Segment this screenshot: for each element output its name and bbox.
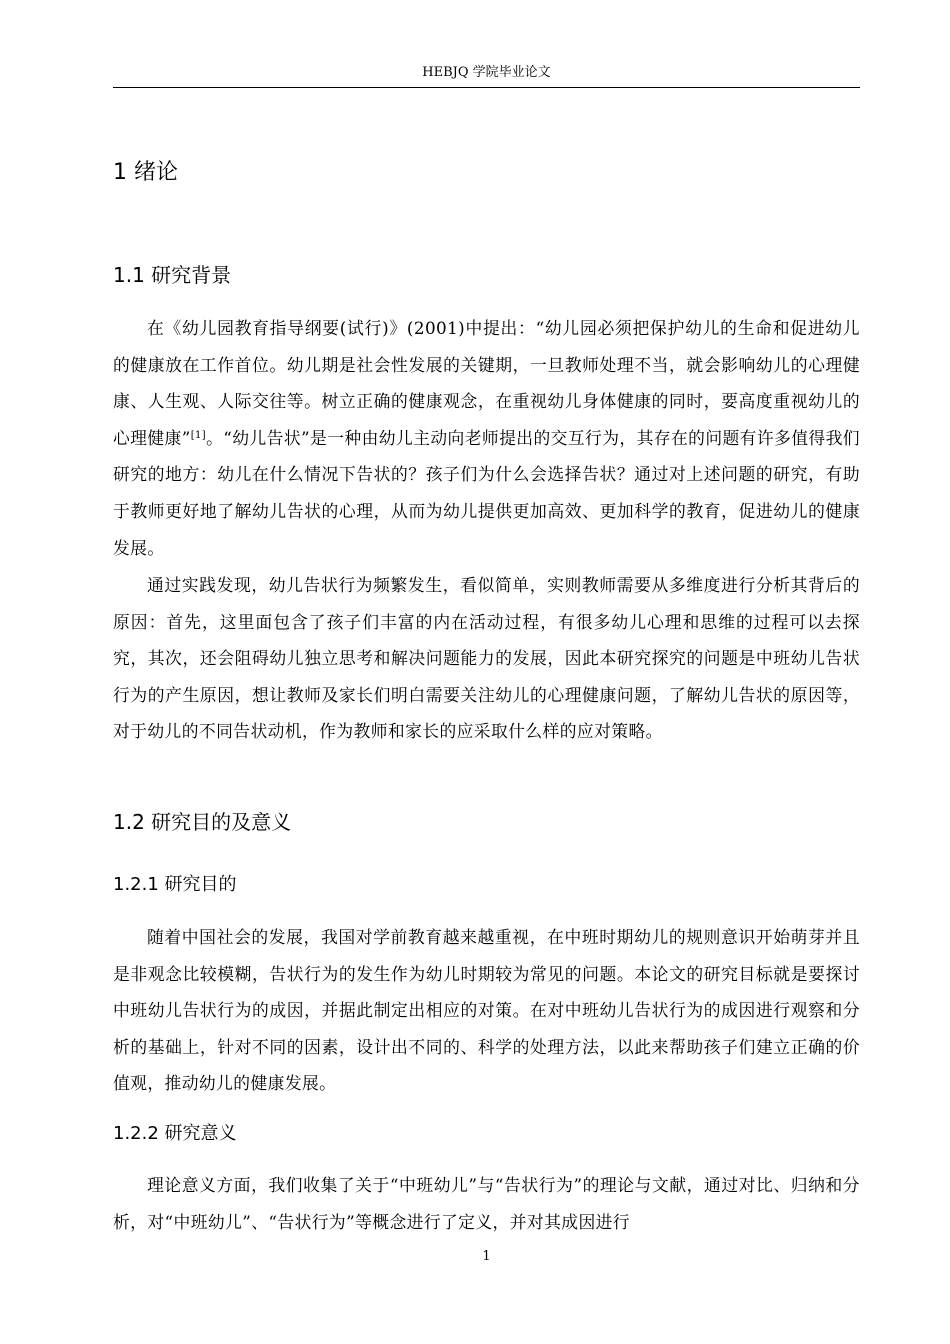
header-rule xyxy=(113,87,860,88)
page-number: 1 xyxy=(482,1249,491,1264)
paragraph-significance: 理论意义方面，我们收集了关于“中班幼儿”与“告状行为”的理论与文献，通过对比、归纳和分析，对“中班幼儿”、“告状行为”等概念进行了定义，并对其成因进行 xyxy=(113,1175,860,1232)
paragraph-background-2: 通过实践发现，幼儿告状行为频繁发生，看似简单，实则教师需要从多维度进行分析其背后的原因：首先，这里面包含了孩子们丰富的内在活动过程，有很多幼儿心理和思维的过程可以去探究，其次，还会阻碍幼儿独立思考和解决问题能力的发展，因此本研究探究的问题是中班幼儿告状行为的产生原因，想让教师及家长们明白需要关注幼儿的心理健康问题，了解幼儿告状的原因等，对于幼儿的不同告状动机，作为教师和家长的应采取什么样的应对策略。 xyxy=(113,575,860,742)
chapter-title: 1 绪论 xyxy=(113,160,178,185)
paragraph-text: 在《幼儿园教育指导纲要(试行)》(2001)中提出：“幼儿园必须把保护幼儿的生命和促进幼儿的健康放在工作首位。幼儿期是社会性发展的关键期，一旦教师处理不当，就会影响幼儿的心理健康、人生观、人际交往等。树立正确的健康观念，在重视幼儿身体健康的同时，要高度重视幼儿的心理健康” xyxy=(113,318,860,448)
subsection-heading-1-2-2: 1.2.2 研究意义 xyxy=(113,1123,237,1144)
citation-ref[interactable]: [1] xyxy=(190,429,207,441)
paragraph-text: 。“幼儿告状”是一种由幼儿主动向老师提出的交互行为，其存在的问题有许多值得我们研究的地方：幼儿在什么情况下告状的？孩子们为什么会选择告状？通过对上述问题的研究，有助于教师更好地了解幼儿告状的心理，从而为幼儿提供更加高效、更加科学的教育，促进幼儿的健康发展。 xyxy=(113,427,860,558)
section-heading-1-1: 1.1 研究背景 xyxy=(113,263,232,287)
section-heading-1-2: 1.2 研究目的及意义 xyxy=(113,810,292,834)
paragraph-purpose: 随着中国社会的发展，我国对学前教育越来越重视，在中班时期幼儿的规则意识开始萌芽并且是非观念比较模糊，告状行为的发生作为幼儿时期较为常见的问题。本论文的研究目标就是要探讨中班幼儿告状行为的成因，并据此制定出相应的对策。在对中班幼儿告状行为的成因进行观察和分析的基础上，针对不同的因素，设计出不同的、科学的处理方法，以此来帮助孩子们建立正确的价值观，推动幼儿的健康发展。 xyxy=(113,927,860,1094)
subsection-heading-1-2-1: 1.2.1 研究目的 xyxy=(113,874,237,895)
running-header: HEBJQ 学院毕业论文 xyxy=(422,65,551,80)
paragraph-background-1 xyxy=(113,310,860,566)
